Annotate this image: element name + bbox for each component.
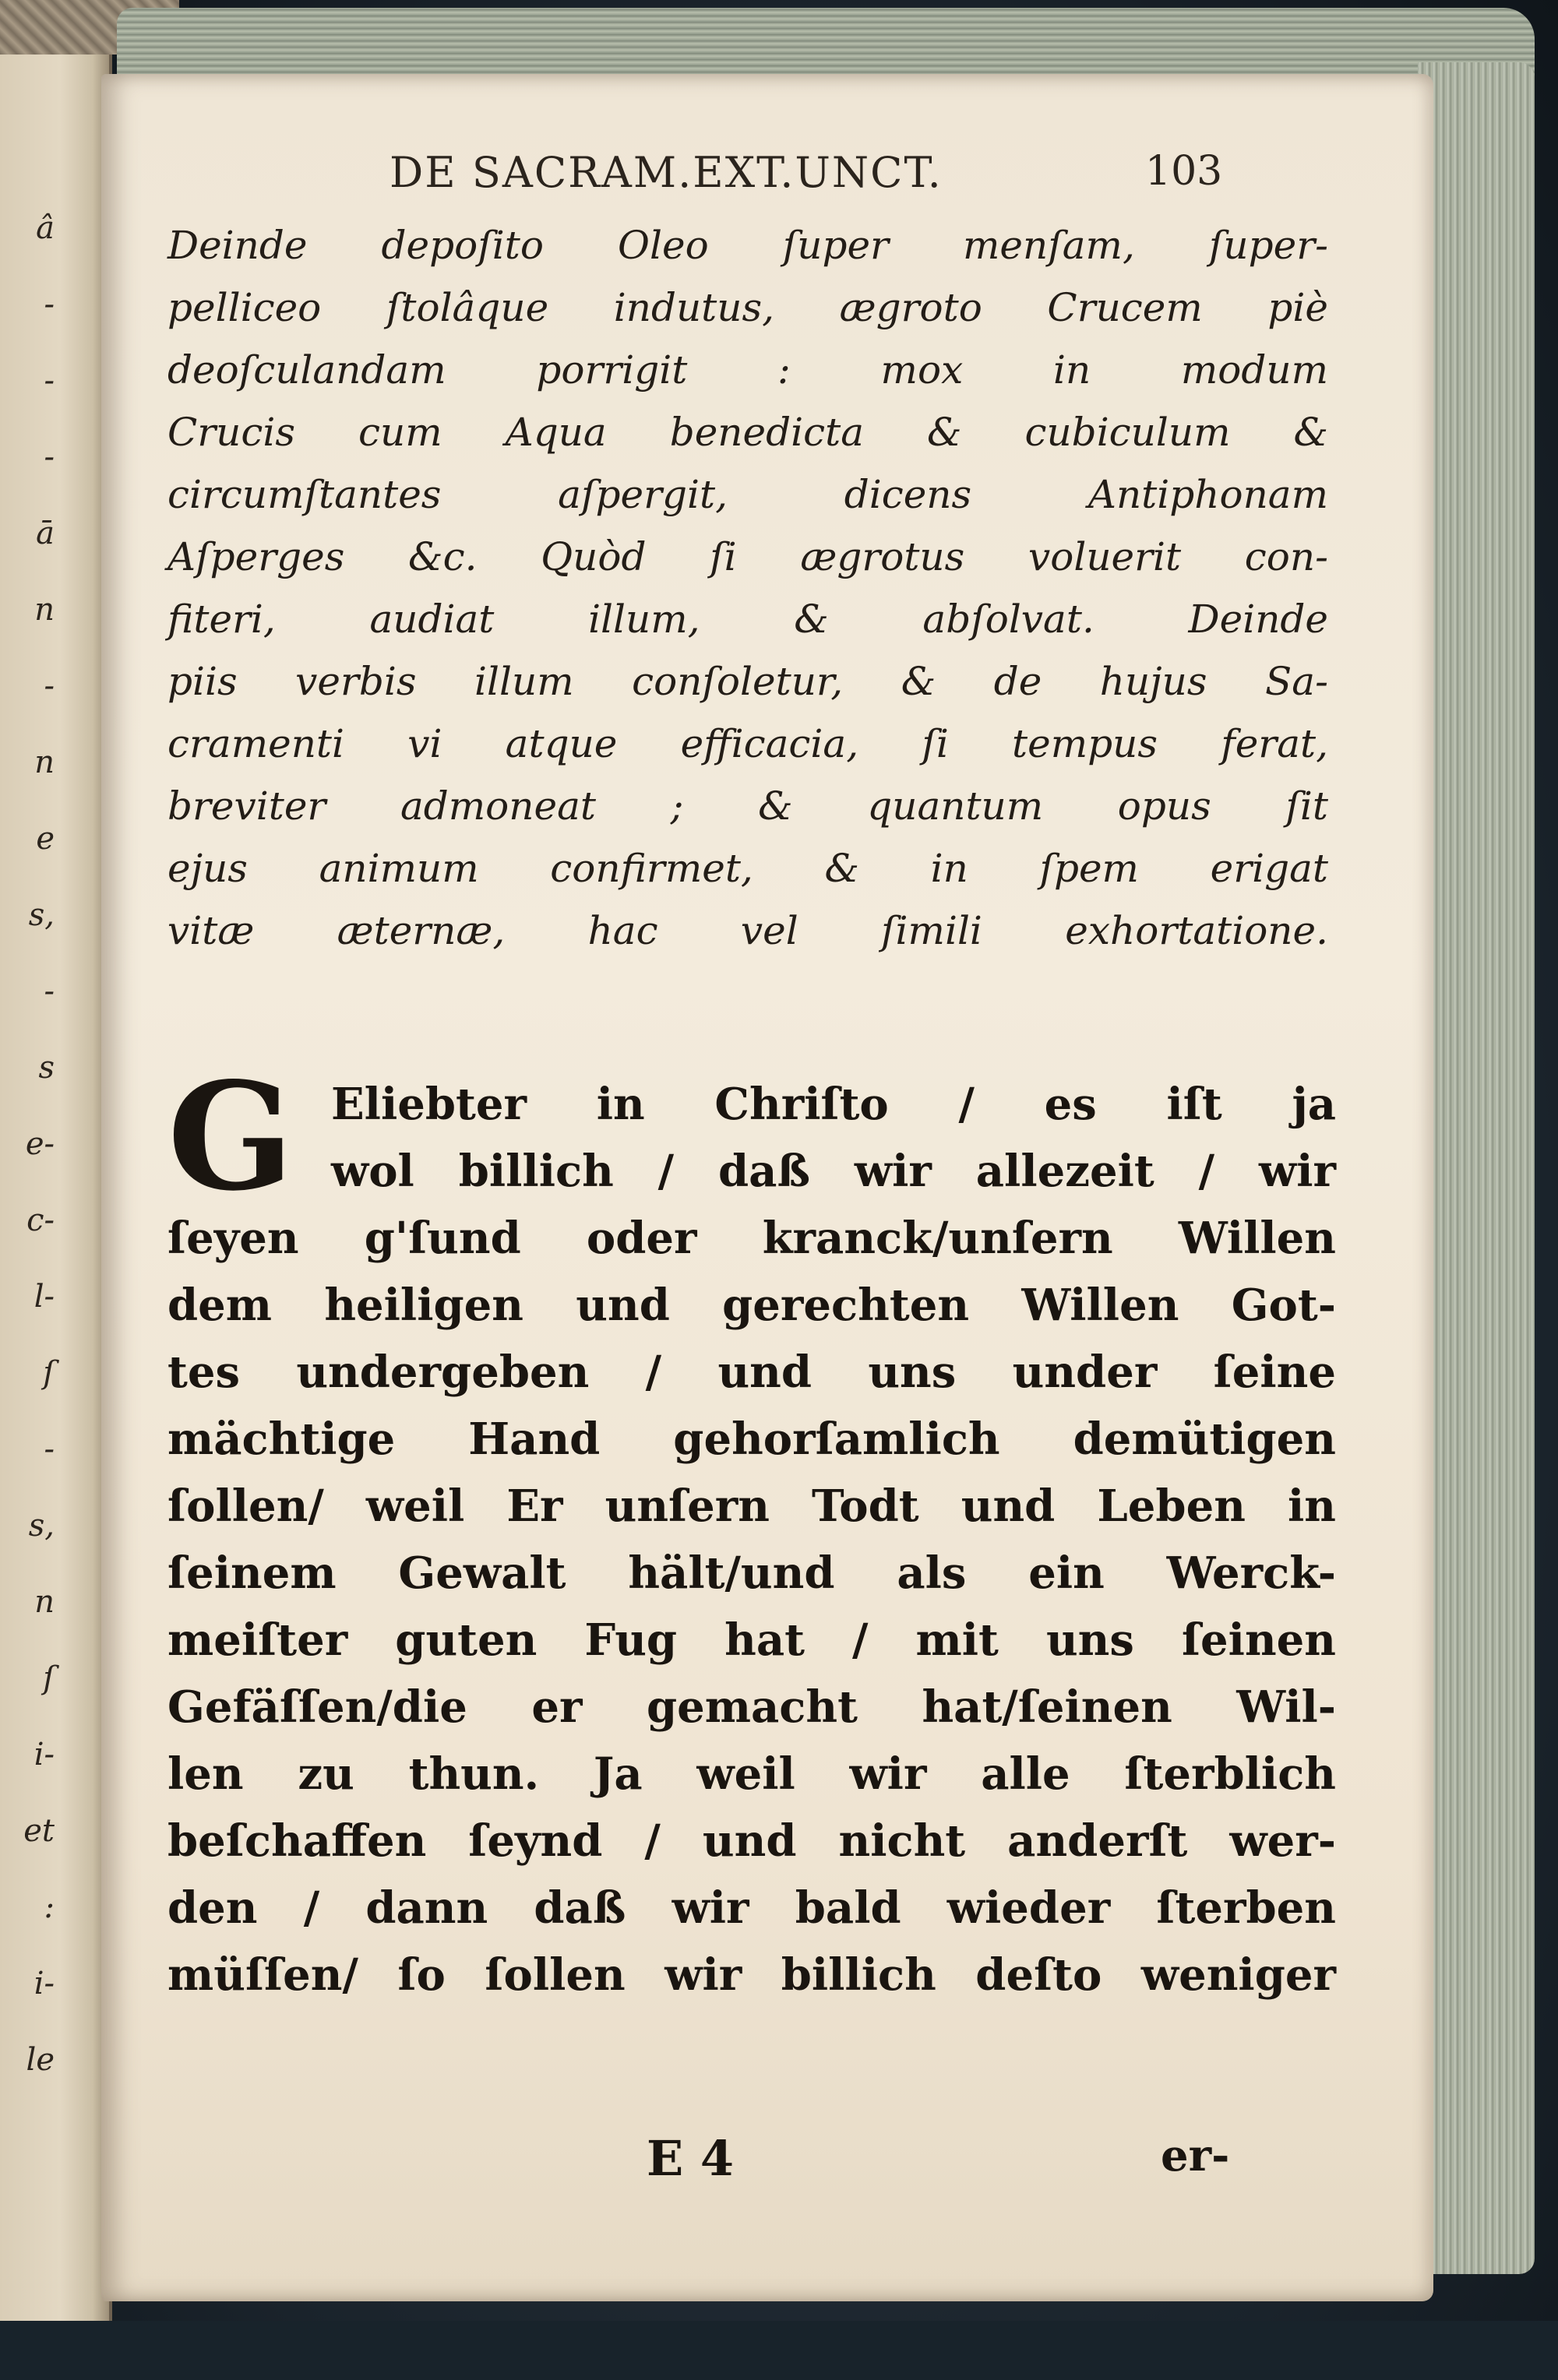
german-text-line: tes undergeben / und uns under ſeine [167, 1347, 1336, 1398]
page-footer [101, 2130, 1433, 2208]
german-text-line: ſollen/ weil Er unſern Todt und Leben in [167, 1480, 1336, 1532]
german-text-line: Eliebter in Chriſto / es iſt ja [331, 1079, 1336, 1130]
left-page-fragment: l- [33, 1279, 55, 1315]
left-page-fragment: le [26, 2042, 55, 2078]
left-page-fragment: : [44, 1889, 55, 1925]
german-text-line: mächtige Hand gehorſamlich demütigen [167, 1414, 1336, 1465]
german-text-line: dem heiligen und gerechten Willen Got- [167, 1280, 1336, 1331]
drop-cap-initial: G [167, 1050, 294, 1223]
latin-text-line: Aſperges &c. Quòd ſi ægrotus voluerit con- [167, 534, 1328, 579]
left-page-fragment: - [44, 363, 55, 399]
latin-text-line: Crucis cum Aqua benedicta & cubiculum & [167, 410, 1328, 455]
latin-text-line: vitæ æternæ, hac vel ſimili exhortatione. [167, 908, 1328, 953]
latin-text-line: breviter admoneat ; & quantum opus ſit [167, 783, 1328, 829]
page-number: 103 [1145, 148, 1223, 195]
left-page-fragment: - [44, 287, 55, 322]
page-block-top-edge [117, 8, 1535, 78]
left-page-fragment: ſ [43, 1660, 55, 1696]
left-page-fragment: n [34, 745, 55, 780]
german-text-line: len zu thun. Ja weil wir alle ſterblich [167, 1748, 1336, 1800]
bottom-shadow [0, 2321, 1558, 2380]
german-text-line: müſſen/ ſo ſollen wir billich deſto weniger [167, 1949, 1336, 2001]
left-page-fragment: s, [28, 897, 55, 933]
left-page-fragment: e [36, 821, 55, 857]
left-page-fragment: - [44, 1431, 55, 1467]
left-page-fragment: i- [33, 1737, 55, 1773]
latin-text-line: deoſculandam porrigit : mox in modum [167, 347, 1328, 393]
latin-text-line: fiteri, audiat illum, & abſolvat. Deinde [167, 597, 1328, 642]
german-text-line: ſeinem Gewalt hält/und als ein Werck- [167, 1547, 1336, 1599]
german-text-line: beſchaffen ſeynd / und nicht anderſt wer- [167, 1815, 1336, 1867]
page-header [101, 148, 1433, 202]
signature-mark: E 4 [647, 2130, 734, 2187]
latin-text-line: pelliceo ſtolâque indutus, ægroto Crucem piè [167, 285, 1328, 330]
left-page-fragment: - [44, 439, 55, 475]
german-text-line: ſeyen g'ſund oder kranck/unſern Willen [167, 1213, 1336, 1264]
left-facing-page [0, 55, 112, 2360]
left-page-fragment: ſ [43, 1355, 55, 1391]
latin-text-line: circumſtantes aſpergit, dicens Antiphonam [167, 472, 1328, 517]
left-page-fragment: et [23, 1813, 55, 1849]
left-page-fragment: c- [26, 1202, 55, 1238]
latin-text-line: Deinde depoſito Oleo ſuper menſam, ſuper- [167, 223, 1328, 268]
left-page-fragment: - [44, 973, 55, 1009]
left-page-fragment: n [34, 592, 55, 628]
left-page-fragment: n [34, 1584, 55, 1620]
left-page-fragment: i- [33, 1966, 55, 2002]
left-page-fragment: s [38, 1050, 55, 1086]
catchword: er- [1161, 2130, 1230, 2181]
german-text-line: Gefäſſen/die er gemacht hat/ſeinen Wil- [167, 1681, 1336, 1733]
right-page [101, 74, 1433, 2301]
latin-text-line: piis verbis illum conſoletur, & de hujus Sa- [167, 659, 1328, 704]
left-page-fragment: e- [25, 1126, 55, 1162]
running-head: DE SACRAM.EXT.UNCT. [390, 148, 943, 197]
left-page-fragment: - [44, 668, 55, 704]
latin-rubric [167, 214, 1328, 962]
latin-text-line: ejus animum confirmet, & in ſpem erigat [167, 846, 1328, 891]
german-text-line: meiſter guten Fug hat / mit uns ſeinen [167, 1614, 1336, 1666]
german-text-line: wol billich / daß wir allezeit / wir [331, 1146, 1336, 1197]
german-exhortation [167, 1050, 1336, 2009]
latin-text-line: cramenti vi atque efficacia, ſi tempus ferat, [167, 721, 1328, 766]
left-page-fragment: â [36, 210, 55, 246]
page-block-fore-edge [1418, 62, 1535, 2274]
left-page-fragment: ā [36, 516, 55, 551]
german-text-line: den / dann daß wir bald wieder ſterben [167, 1882, 1336, 1934]
left-page-fragment: s, [28, 1508, 55, 1544]
